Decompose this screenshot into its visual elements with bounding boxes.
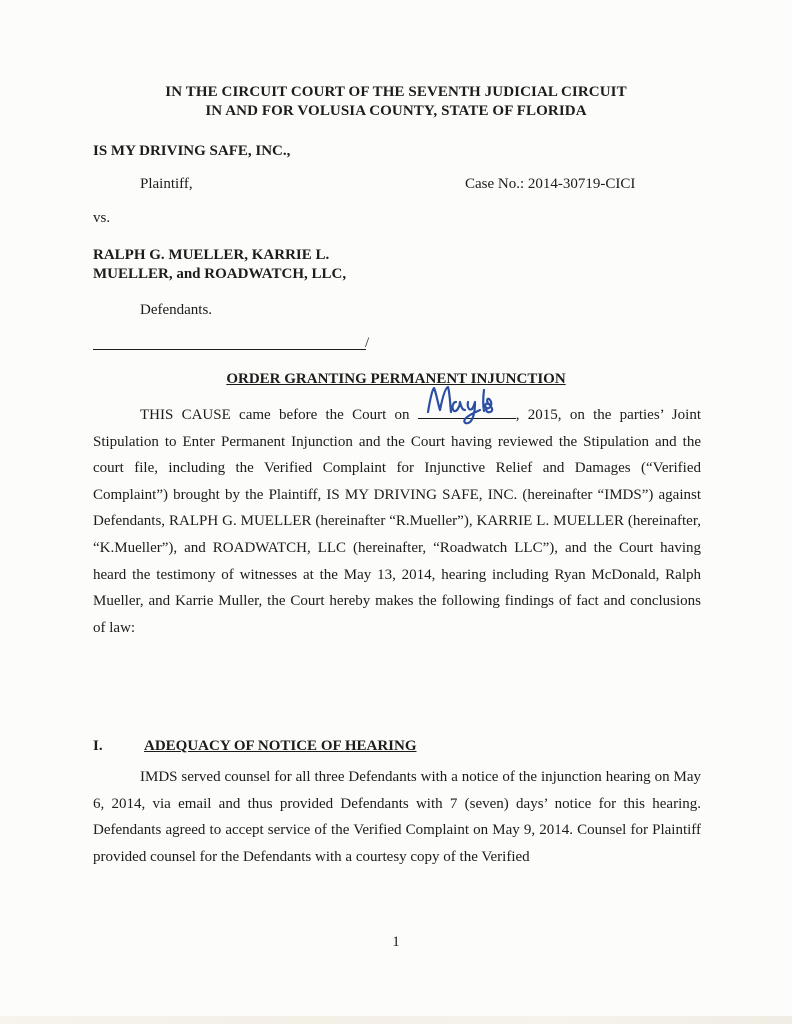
defendants-role: Defendants. xyxy=(140,302,213,318)
hearing-date-blank xyxy=(418,404,516,419)
court-name-line1: IN THE CIRCUIT COURT OF THE SEVENTH JUDICIAL CIRCUIT xyxy=(165,84,627,100)
scan-edge xyxy=(0,1016,792,1024)
page-number: 1 xyxy=(392,934,400,950)
section-heading: ADEQUACY OF NOTICE OF HEARING xyxy=(144,738,417,754)
court-name-line2: IN AND FOR VOLUSIA COUNTY, STATE OF FLORIDA xyxy=(205,103,587,119)
case-number: Case No.: 2014-30719-CICI xyxy=(465,176,636,192)
handwritten-date-signature xyxy=(420,382,516,430)
intro-text-rest: , 2015, on the parties’ Joint Stipulation to Enter Permanent Injunction and the Court having reviewed the Stipulation and the court file, including the Verified Complaint for Injunctive Relief and Damages (“Verified Complaint”) brought by the Plaintiff, IS MY DRIVING SAFE, INC. (hereinafter “IMDS”) against Defendants, RALPH G. MUELLER (hereinafter “R.Mueller”), KARRIE L. MUELLER (hereinafter, “K.Mueller”), and ROADWATCH, LLC (hereinafter, “Roadwatch LLC”), and the Court having heard the testimony of witnesses at the May 13, 2014, hearing including Ryan McDonald, Ralph Mueller, and Karrie Muller, the Court hereby makes the following findings of fact and conclusions of law: xyxy=(93,407,701,636)
order-title: ORDER GRANTING PERMANENT INJUNCTION xyxy=(226,371,566,387)
versus-label: vs. xyxy=(93,210,111,226)
plaintiff-name: IS MY DRIVING SAFE, INC., xyxy=(93,143,291,159)
intro-paragraph xyxy=(93,402,701,641)
section-body-text: IMDS served counsel for all three Defendants with a notice of the injunction hearing on May 6, 2014, via email and thus provided Defendants with 7 (seven) days’ notice for this hearing. Defendants agreed to accept service of the Verified Complaint on May 9, 2014. Counsel for Plaintiff provided counsel for the Defendants with a courtesy copy of the Verified xyxy=(93,769,701,865)
section-number: I. xyxy=(93,738,103,754)
plaintiff-role: Plaintiff, xyxy=(140,176,193,192)
defendants-line2: MUELLER, and ROADWATCH, LLC, xyxy=(93,266,347,282)
caption-rule xyxy=(93,349,366,350)
section-body xyxy=(93,764,701,870)
caption-slash: / xyxy=(365,335,370,351)
intro-text-start: THIS CAUSE came before the Court on xyxy=(140,407,418,423)
defendants-line1: RALPH G. MUELLER, KARRIE L. xyxy=(93,247,330,263)
